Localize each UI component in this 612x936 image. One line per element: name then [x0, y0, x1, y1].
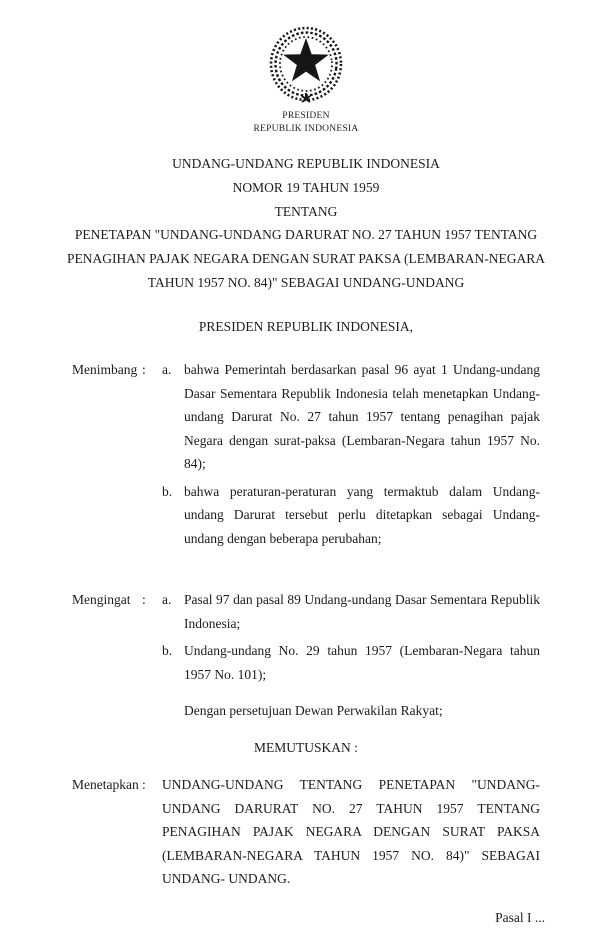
section-label: Menetapkan — [72, 777, 139, 793]
star-icon — [283, 38, 329, 81]
enactment-text: UNDANG-UNDANG TENTANG PENETAPAN "UNDANG-UNDANG DARURAT NO. 27 TAHUN 1957 TENTANG PENAGIHAN PAJAK NEGARA DENGAN SURAT PAKSA (LEMBARAN-NEGARA TAHUN 1957 NO. 84)" SEBAGAI UNDANG- UNDANG. — [162, 777, 540, 887]
letterhead-line2: REPUBLIK INDONESIA — [253, 123, 359, 134]
spacer — [72, 699, 142, 723]
spacer — [142, 699, 162, 723]
title-block — [0, 152, 612, 295]
label-colon: : — [142, 777, 146, 793]
spacer — [162, 699, 184, 723]
spacer — [72, 480, 142, 551]
consideration-item-a — [72, 358, 540, 476]
legal-basis-item-a — [72, 588, 540, 635]
catchword-pasal-i: Pasal I ... — [495, 909, 545, 925]
doc-type-title: UNDANG-UNDANG REPUBLIK INDONESIA — [172, 156, 440, 171]
letterhead — [0, 0, 612, 135]
section-label: Mengingat — [72, 592, 131, 608]
decision-heading: MEMUTUSKAN : — [254, 739, 358, 755]
spacer — [142, 480, 162, 551]
doc-number: NOMOR 19 TAHUN 1959 — [232, 179, 380, 195]
item-letter: b. — [162, 483, 173, 499]
presidential-seal-icon — [264, 26, 348, 106]
item-letter: a. — [162, 592, 172, 608]
approval-line — [72, 699, 540, 723]
consideration-item-b — [72, 480, 540, 551]
letterhead-caption — [0, 110, 612, 135]
item-letter: a. — [162, 362, 172, 378]
item-text: Pasal 97 dan pasal 89 Undang-undang Dasar Sementara Republik Indonesia; — [184, 592, 540, 631]
spacer — [72, 639, 142, 686]
doc-tentang: TENTANG — [274, 203, 338, 219]
item-letter: b. — [162, 643, 173, 659]
approval-text: Dengan persetujuan Dewan Perwakilan Rakyat; — [184, 703, 443, 719]
section-enactment — [0, 773, 612, 891]
section-label: Menimbang — [72, 362, 138, 378]
legal-basis-item-b — [72, 639, 540, 686]
section-considerations — [0, 358, 612, 550]
doc-subject: PENETAPAN "UNDANG-UNDANG DARURAT NO. 27 TAHUN 1957 TENTANG PENAGIHAN PAJAK NEGARA DENGAN SURAT PAKSA (LEMBARAN-NEGARA TAHUN 1957 NO. 84)" SEBAGAI UNDANG-UNDANG — [66, 227, 546, 290]
spacer — [142, 639, 162, 686]
section-legal-basis — [0, 588, 612, 723]
item-text: bahwa Pemerintah berdasarkan pasal 96 ayat 1 Undang-undang Dasar Sementara Republik Indonesia telah menetapkan Undang-undang Darurat No. 27 tahun 1957 tentang penagihan pajak Negara dengan surat-paksa (Lembaran-Negara tahun 1957 No. 84); — [184, 362, 540, 472]
label-colon: : — [142, 592, 146, 608]
letterhead-line1: PRESIDEN — [282, 111, 330, 121]
label-colon: : — [142, 362, 146, 378]
item-text: bahwa peraturan-peraturan yang termaktub dalam Undang- undang Darurat tersebut perlu ditetapkan sebagai Undang- undang dengan beberapa perubahan; — [184, 483, 540, 546]
salutation: PRESIDEN REPUBLIK INDONESIA, — [198, 318, 414, 334]
enactment-clause — [72, 773, 540, 891]
item-text: Undang-undang No. 29 tahun 1957 (Lembaran-Negara tahun 1957 No. 101); — [184, 643, 540, 682]
